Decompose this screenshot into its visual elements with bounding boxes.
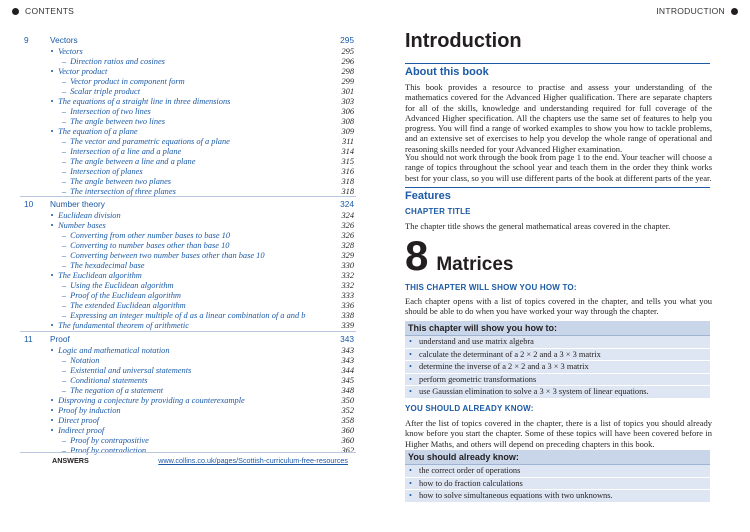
toc-entry[interactable] [24,406,354,416]
toc-entry-page: 326 [341,221,354,230]
toc-entry[interactable] [24,77,354,87]
toc-entry-text: Conditional statements [68,376,148,385]
know-box-title: You should already know: [405,450,710,465]
toc-entry-label [24,436,324,446]
chapter-title: Vectors [50,35,78,45]
toc-entry-label [24,47,324,57]
sample-chapter-title [405,232,513,280]
toc-entry-text: Proof by contrapositive [68,436,149,445]
toc-entry[interactable] [24,211,354,221]
bullet-icon: • [50,67,54,76]
toc-entry-text: Intersection of two lines [68,107,151,116]
bullet-icon: • [50,396,54,405]
toc-entry[interactable] [24,311,354,321]
sample-chapter-number: 8 [405,232,429,279]
bullet-icon: • [50,211,54,220]
dash-icon: – [61,87,67,96]
toc-entry-page: 309 [341,127,354,136]
toc-entry-text: Logic and mathematical notation [56,346,170,355]
toc-entry-label [24,231,324,241]
toc-entry-page: 339 [341,321,354,330]
dash-icon: – [61,187,67,196]
toc-entry-label [24,446,324,456]
toc-entry[interactable] [24,346,354,356]
toc-entry[interactable] [24,251,354,261]
toc-entry-label [24,211,324,221]
toc-entry-page: 330 [341,261,354,270]
toc-entry[interactable] [24,97,354,107]
toc-entry[interactable] [24,221,354,231]
toc-entry[interactable] [24,366,354,376]
header-contents-label: CONTENTS [25,6,75,16]
toc-entry-text: Vectors [56,47,83,56]
toc-entry-text: The hexadecimal base [68,261,145,270]
toc-entry-page: 360 [341,436,354,445]
toc-entry-text: The negation of a statement [68,386,164,395]
toc-entry-text: Vector product [56,67,108,76]
toc-entry-page: 329 [341,251,354,260]
toc-entry-page: 328 [341,241,354,250]
toc-chapter [24,199,354,331]
toc-entry[interactable] [24,271,354,281]
chapter-number: 10 [24,199,34,209]
list-item: • determine the inverse of a 2 × 2 and a 3 × 3 matrix [405,361,710,374]
section-heading-features: Features [405,187,710,202]
toc-entry-label [24,107,324,117]
toc-entry-label [24,157,324,167]
toc-entry-text: Converting to number bases other than base 10 [68,241,230,250]
bullet-icon: • [50,416,54,425]
toc-entry-text: The angle between two lines [68,117,165,126]
bullet-icon: • [50,127,54,136]
toc-entry-label [24,167,324,177]
toc-entry-text: The angle between two planes [68,177,172,186]
toc-entry-page: 358 [341,416,354,425]
bullet-icon: • [50,346,54,355]
toc-entry-text: The fundamental theorem of arithmetic [56,321,189,330]
toc-entry-text: Converting from other number bases to base 10 [68,231,231,240]
list-item: • how to do fraction calculations [405,478,710,491]
dash-icon: – [61,57,67,66]
bullet-icon: • [50,321,54,330]
toc-entry-text: The equations of a straight line in three dimensions [56,97,231,106]
toc-entry-text: Expressing an integer multiple of d as a linear combination of a and b [68,311,306,320]
toc-entry-page: 336 [341,301,354,310]
feature-caption-show: THIS CHAPTER WILL SHOW YOU HOW TO: [405,283,577,292]
toc-entry-label [24,67,324,77]
toc-entry-text: Disproving a conjecture by providing a counterexample [56,396,245,405]
toc-entry-text: Intersection of a line and a plane [68,147,182,156]
dash-icon: – [61,376,67,385]
toc-entry-page: 362 [341,446,354,455]
feature-caption-know: YOU SHOULD ALREADY KNOW: [405,404,534,413]
toc-entry[interactable] [24,436,354,446]
toc-entry-page: 306 [341,107,354,116]
feature-text-chapter-title: The chapter title shows the general mathematical areas covered in the chapter. [405,221,671,231]
toc-entry-page: 298 [341,67,354,76]
dash-icon: – [61,167,67,176]
toc-entry-label [24,376,324,386]
toc-entry-page: 332 [341,271,354,280]
answers-label: ANSWERS [52,456,89,465]
toc-entry-label [24,366,324,376]
bullet-icon: • [50,221,54,230]
toc-chapter-row[interactable] [24,334,354,345]
toc-entry[interactable] [24,446,354,456]
toc-entry[interactable] [24,356,354,366]
toc-entry-page: 333 [341,291,354,300]
toc-entry-label [24,147,324,157]
toc-chapter [24,334,354,456]
toc-entry-page: 301 [341,87,354,96]
toc-entry-page: 318 [341,177,354,186]
dash-icon: – [61,436,67,445]
toc-entry-label [24,117,324,127]
dash-icon: – [61,231,67,240]
toc-entry[interactable] [24,47,354,57]
toc-chapter-row[interactable] [24,35,354,46]
list-item: • the correct order of operations [405,465,710,478]
toc-entry-text: Intersection of planes [68,167,143,176]
toc-entry-page: 303 [341,97,354,106]
list-item: • calculate the determinant of a 2 × 2 and a 3 × 3 matrix [405,349,710,362]
toc-chapter-row[interactable] [24,199,354,210]
toc-entry[interactable] [24,396,354,406]
toc-entry[interactable] [24,67,354,77]
toc-entry-text: Indirect proof [56,426,105,435]
toc-entry-text: Euclidean division [56,211,121,220]
toc-entry-text: Proof by contradiction [68,446,147,455]
sample-chapter-name: Matrices [436,254,514,275]
toc-entry[interactable] [24,167,354,177]
toc-entry-text: The vector and parametric equations of a plane [68,137,230,146]
toc-entry-page: 344 [341,366,354,375]
toc-entry-label [24,261,324,271]
toc-entry[interactable] [24,157,354,167]
toc-entry-label [24,346,324,356]
dash-icon: – [61,366,67,375]
dash-icon: – [61,241,67,250]
toc-entry[interactable] [24,127,354,137]
toc-entry[interactable] [24,291,354,301]
toc-entry-text: Direct proof [56,416,100,425]
toc-entry[interactable] [24,241,354,251]
dash-icon: – [61,446,67,455]
chapter-page: 295 [340,35,354,45]
toc-entry-label [24,301,324,311]
chapter-title: Proof [50,334,70,344]
feature-text-know: After the list of topics covered in the chapter, there is a list of topics you should already know before you start the chapter. Some of these topics will have been covered before in Higher Maths, and others will depend on preceding chapters in this book. [405,418,712,449]
toc-entry-page: 360 [341,426,354,435]
show-list [405,336,710,399]
answers-row [52,456,348,465]
dash-icon: – [61,107,67,116]
toc-entry-page: 332 [341,281,354,290]
chapter-divider [20,331,356,332]
toc-entry[interactable] [24,147,354,157]
section-heading-about: About this book [405,63,710,78]
show-box-title: This chapter will show you how to: [405,321,710,336]
toc-entry-text: The Euclidean algorithm [56,271,142,280]
toc-entry-page: 315 [341,157,354,166]
dash-icon: – [61,147,67,156]
dash-icon: – [61,386,67,395]
toc-entry[interactable] [24,261,354,271]
toc-entry-label [24,177,324,187]
dash-icon: – [61,77,67,86]
dash-icon: – [61,356,67,365]
list-item: • how to solve simultaneous equations with two unknowns. [405,490,710,503]
toc-entry-label [24,221,324,231]
toc-entry-text: Existential and universal statements [68,366,192,375]
toc-entry[interactable] [24,386,354,396]
bullet-icon: • [50,97,54,106]
toc-entry-page: 318 [341,187,354,196]
dash-icon: – [61,117,67,126]
toc-entry-text: The equation of a plane [56,127,138,136]
bullet-dot-icon [731,8,738,15]
toc-entry[interactable] [24,301,354,311]
about-paragraph-1: This book provides a resource to practise and assess your understanding of the mathematics covered for the Advanced Higher qualification. There are separate chapters for all of the skills, knowledge and understanding required for full coverage of the Advanced Higher specification. All the chapters use the same set of features to help you progress. You will find a range of worked examples to show you how to tackle problems, and an extensive set of exercises to help you develop the whole range of operational and reasoning skills needed for your Advanced Higher examination. [405,82,712,154]
toc-entry[interactable] [24,137,354,147]
chapter-page: 343 [340,334,354,344]
chapter-number: 9 [24,35,29,45]
toc-entry-page: 314 [341,147,354,156]
dash-icon: – [61,291,67,300]
toc-entry-label [24,241,324,251]
toc-entry-label [24,87,324,97]
toc-entry[interactable] [24,416,354,426]
toc-entry-label [24,416,324,426]
toc-entry-text: Direction ratios and cosines [68,57,165,66]
chapter-page: 324 [340,199,354,209]
toc-entry[interactable] [24,57,354,67]
toc-entry-label [24,127,324,137]
toc-entry-label [24,396,324,406]
dash-icon: – [61,251,67,260]
toc-entry-text: Notation [68,356,100,365]
toc-entry-page: 350 [341,396,354,405]
toc-entry-page: 316 [341,167,354,176]
running-header-right [656,6,738,16]
toc-entry[interactable] [24,117,354,127]
dash-icon: – [61,261,67,270]
toc-entry-page: 338 [341,311,354,320]
toc-entry-page: 295 [341,47,354,56]
dash-icon: – [61,177,67,186]
toc-entry-text: Vector product in component form [68,77,185,86]
toc-entry-text: Converting between two number bases other than base 10 [68,251,265,260]
toc-entry-text: The extended Euclidean algorithm [68,301,186,310]
already-know-box [405,450,710,503]
chapter-divider [20,452,356,453]
about-paragraph-2: You should not work through the book from page 1 to the end. Your teacher will choose a range of topics throughout the school year and teach them in the order they think works best for your class, so you will use different parts of the book at different parts of the year. [405,152,712,183]
chapter-title: Number theory [50,199,105,209]
dash-icon: – [61,311,67,320]
toc-entry-text: Number bases [56,221,106,230]
toc-entry-text: Proof by induction [56,406,121,415]
toc-entry-label [24,386,324,396]
dash-icon: – [61,301,67,310]
toc-entry-label [24,77,324,87]
toc-entry[interactable] [24,426,354,436]
toc-entry-label [24,311,324,321]
chapter-number: 11 [24,334,33,344]
toc-entry-page: 324 [341,211,354,220]
toc-entry-text: Proof of the Euclidean algorithm [68,291,181,300]
toc-entry-label [24,291,324,301]
toc-entry-text: Scalar triple product [68,87,141,96]
toc-chapter [24,35,354,197]
show-you-how-box [405,321,710,399]
toc-entry-page: 326 [341,231,354,240]
toc-entry-page: 348 [341,386,354,395]
toc-entry-label [24,137,324,147]
toc-entry-page: 345 [341,376,354,385]
toc-entry-label [24,251,324,261]
toc-entry-label [24,406,324,416]
feature-caption-chapter-title: CHAPTER TITLE [405,207,471,216]
toc-entry[interactable] [24,321,354,331]
toc-entry-page: 343 [341,356,354,365]
toc-entry-label [24,281,324,291]
page-title: Introduction [405,30,522,52]
list-item: • perform geometric transformations [405,374,710,387]
toc-entry[interactable] [24,376,354,386]
toc-entry-label [24,57,324,67]
toc-entry-page: 311 [342,137,354,146]
toc-entry-label [24,321,324,331]
toc-entry-page: 308 [341,117,354,126]
toc-entry-text: Using the Euclidean algorithm [68,281,174,290]
toc-entry-label [24,97,324,107]
toc-entry-text: The intersection of three planes [68,187,176,196]
toc-entry-page: 296 [341,57,354,66]
know-list [405,465,710,503]
toc-entry-label [24,271,324,281]
toc-entry-label [24,426,324,436]
toc-entry-text: The angle between a line and a plane [68,157,196,166]
list-item: • understand and use matrix algebra [405,336,710,349]
toc-entry-label [24,356,324,366]
dash-icon: – [61,281,67,290]
dash-icon: – [61,137,67,146]
bullet-icon: • [50,406,54,415]
bullet-icon: • [50,47,54,56]
toc-entry[interactable] [24,87,354,97]
toc-entry[interactable] [24,177,354,187]
toc-entry[interactable] [24,107,354,117]
list-item: • use Gaussian elimination to solve a 3 × 3 system of linear equations. [405,386,710,399]
toc-entry-page: 299 [341,77,354,86]
bullet-icon: • [50,426,54,435]
header-introduction-label: INTRODUCTION [656,6,725,16]
chapter-divider [20,196,356,197]
toc-entry-page: 352 [341,406,354,415]
toc-entry-page: 343 [341,346,354,355]
bullet-icon: • [50,271,54,280]
dash-icon: – [61,157,67,166]
toc-entry[interactable] [24,281,354,291]
toc-entry[interactable] [24,231,354,241]
feature-text-show: Each chapter opens with a list of topics covered in the chapter, and tells you what you should be able to do when you have worked your way through the chapter. [405,296,712,317]
answers-link[interactable]: www.collins.co.uk/pages/Scottish-curriculum-free-resources [158,456,348,465]
